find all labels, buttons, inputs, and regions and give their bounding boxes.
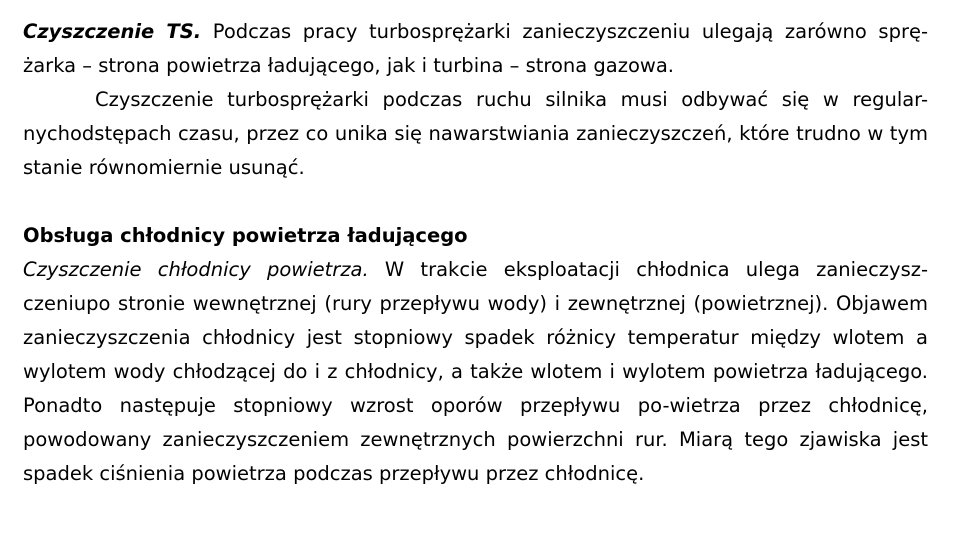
turbocharger-cleaning-paragraph: [23, 15, 928, 83]
turbocharger-cleaning-paragraph-2: [23, 83, 928, 185]
cooler-cleaning-paragraph: [23, 253, 928, 491]
cooler-cleaning-body: W trakcie eksploatacji chłodnica ulega zanieczysz-czeniupo stronie wewnętrznej (rury przepływu wody) i zewnętrznej (powietrznej). Objawem zanieczyszczenia chłodnicy jest stopniowy spadek różnicy temperatur między wlotem a wylotem wody chłodzącej do i z chłodnicy, a także wlotem i wylotem powietrza ładującego. Ponadto następuje stopniowy wzrost oporów przepływu po-wietrza przez chłodnicę, powodowany zanieczyszczeniem zewnętrznych powierzchni rur. Miarą tego zjawiska jest spadek ciśnienia powietrza podczas przepływu przez chłodnicę.: [23, 258, 928, 485]
slide-content: [23, 15, 928, 491]
cooler-maintenance-heading: Obsługa chłodnicy powietrza ładującego: [23, 224, 468, 247]
turbocharger-cleaning-body: Podczas pracy turbosprężarki zanieczyszczeniu ulegają zarówno sprę-żarka – strona powietrza ładującego, jak i turbina – strona gazowa.: [23, 20, 929, 77]
cooler-cleaning-lead: Czyszczenie chłodnicy powietrza.: [23, 258, 369, 281]
turbocharger-cleaning-lead: Czyszczenie TS.: [23, 20, 202, 43]
turbocharger-running-cleaning-text: Czyszczenie turbosprężarki podczas ruchu silnika musi odbywać się w regular-nychodstępach czasu, przez co unika się nawarstwiania zanieczyszczeń, które trudno w tym stanie równomiernie usunąć.: [23, 88, 928, 179]
section-spacer: [23, 185, 928, 219]
